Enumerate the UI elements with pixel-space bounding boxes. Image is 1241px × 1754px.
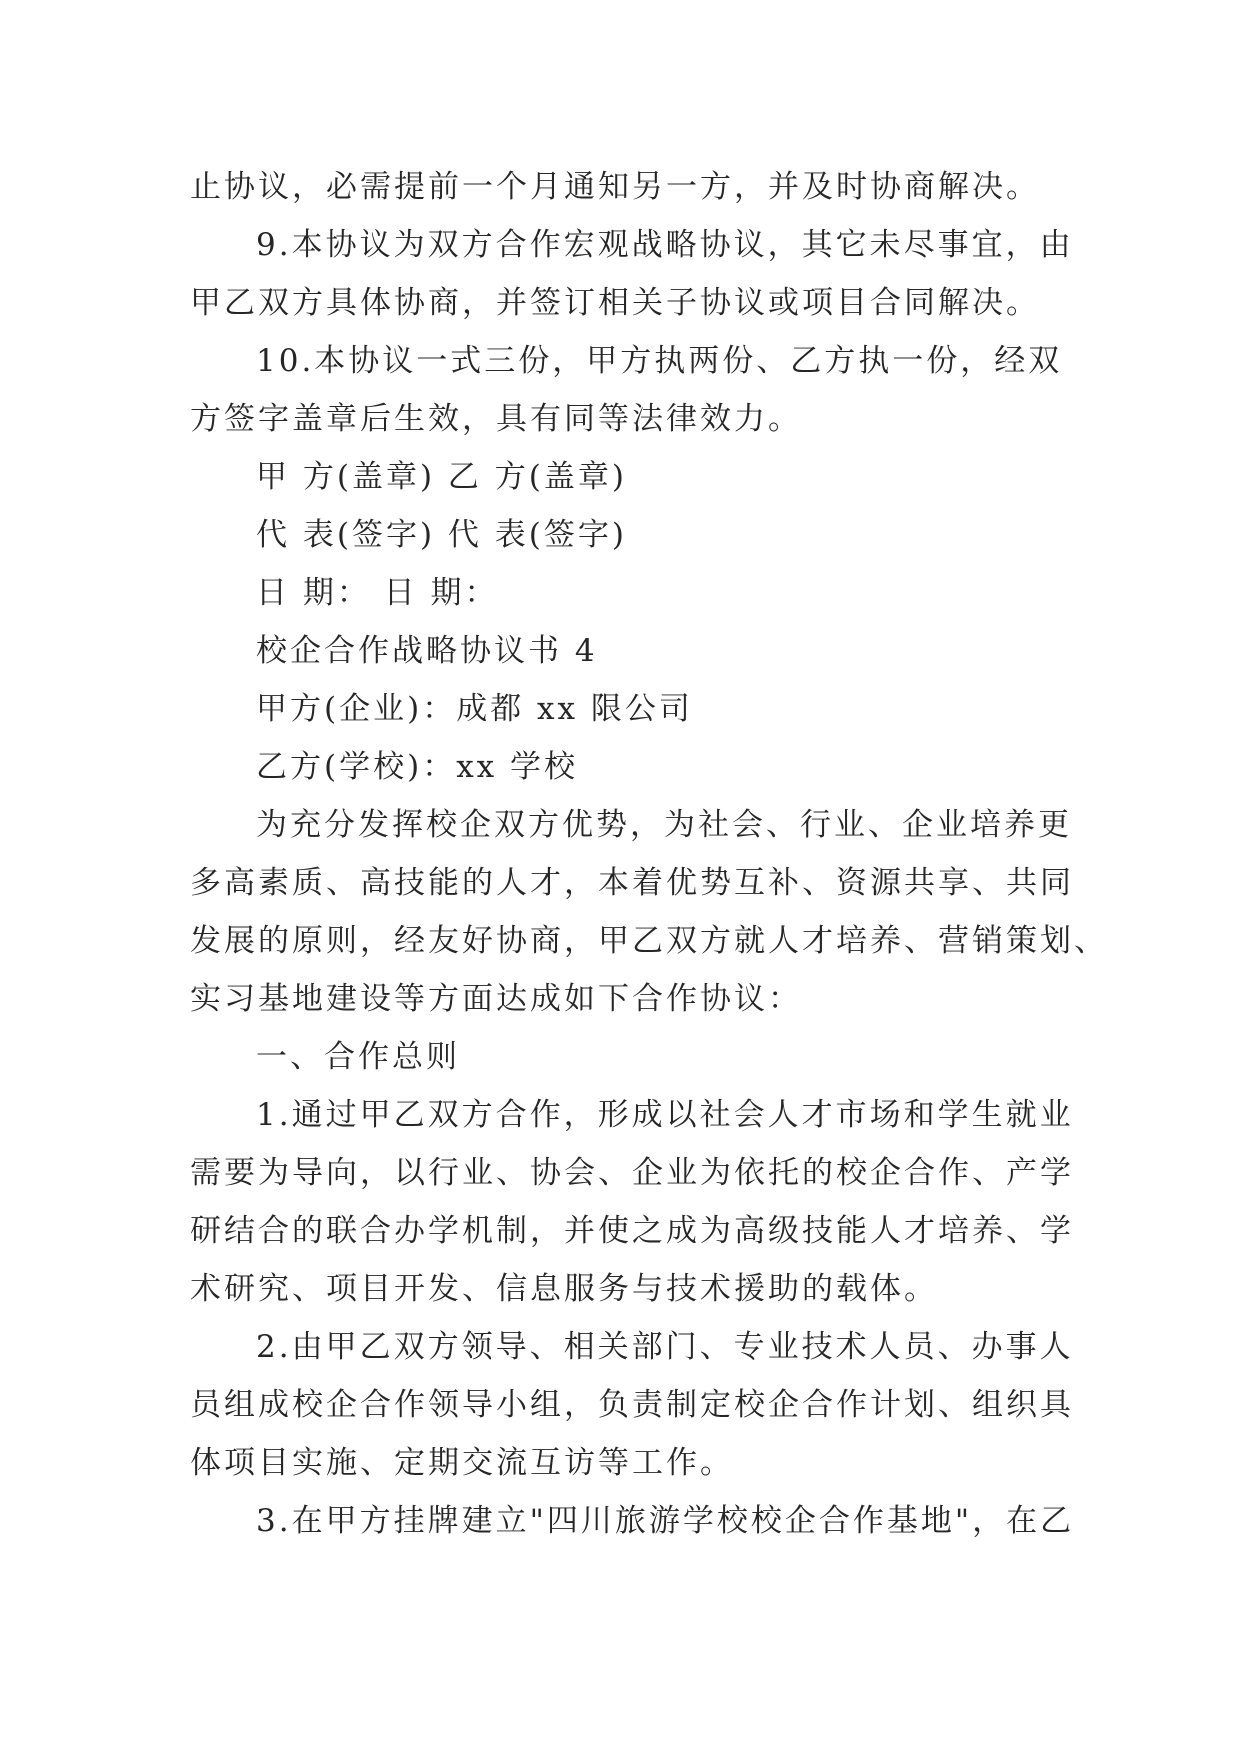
section-heading: 一、合作总则 (256, 1039, 460, 1075)
text-line: 2.由甲乙双方领导、相关部门、专业技术人员、办事人 (256, 1329, 1074, 1365)
party-b: 乙方(学校)：xx 学校 (256, 749, 579, 785)
section-title: 校企合作战略协议书 4 (256, 633, 598, 669)
text-line: 体项目实施、定期交流互访等工作。 (190, 1445, 734, 1481)
signature-line-date: 日 期： 日 期： (256, 575, 499, 611)
text-line: 止协议，必需提前一个月通知另一方，并及时协商解决。 (190, 169, 1040, 205)
text-line: 9.本协议为双方合作宏观战略协议，其它未尽事宜，由 (256, 227, 1074, 263)
text-line: 3.在甲方挂牌建立"四川旅游学校校企合作基地"，在乙 (256, 1503, 1075, 1539)
document-body (190, 158, 1108, 1550)
text-line: 10.本协议一式三份，甲方执两份、乙方执一份，经双 (256, 343, 1063, 379)
text-line: 术研究、项目开发、信息服务与技术援助的载体。 (190, 1271, 938, 1307)
text-line: 多高素质、高技能的人才，本着优势互补、资源共享、共同 (190, 865, 1074, 901)
signature-line-seal: 甲 方(盖章) 乙 方(盖章) (256, 459, 627, 495)
signature-line-representative: 代 表(签字) 代 表(签字) (256, 517, 627, 553)
text-line: 员组成校企合作领导小组，负责制定校企合作计划、组织具 (190, 1387, 1074, 1423)
text-line: 发展的原则，经友好协商，甲乙双方就人才培养、营销策划、 (190, 923, 1108, 959)
text-line: 甲乙双方具体协商，并签订相关子协议或项目合同解决。 (190, 285, 1040, 321)
text-line: 1.通过甲乙双方合作，形成以社会人才市场和学生就业 (256, 1097, 1074, 1133)
text-line: 研结合的联合办学机制，并使之成为高级技能人才培养、学 (190, 1213, 1074, 1249)
text-line: 需要为导向，以行业、协会、企业为依托的校企合作、产学 (190, 1155, 1074, 1191)
text-line: 实习基地建设等方面达成如下合作协议： (190, 981, 802, 1017)
text-line: 为充分发挥校企双方优势，为社会、行业、企业培养更 (256, 807, 1072, 843)
party-a: 甲方(企业)：成都 xx 限公司 (256, 691, 693, 727)
text-line: 方签字盖章后生效，具有同等法律效力。 (190, 401, 802, 437)
